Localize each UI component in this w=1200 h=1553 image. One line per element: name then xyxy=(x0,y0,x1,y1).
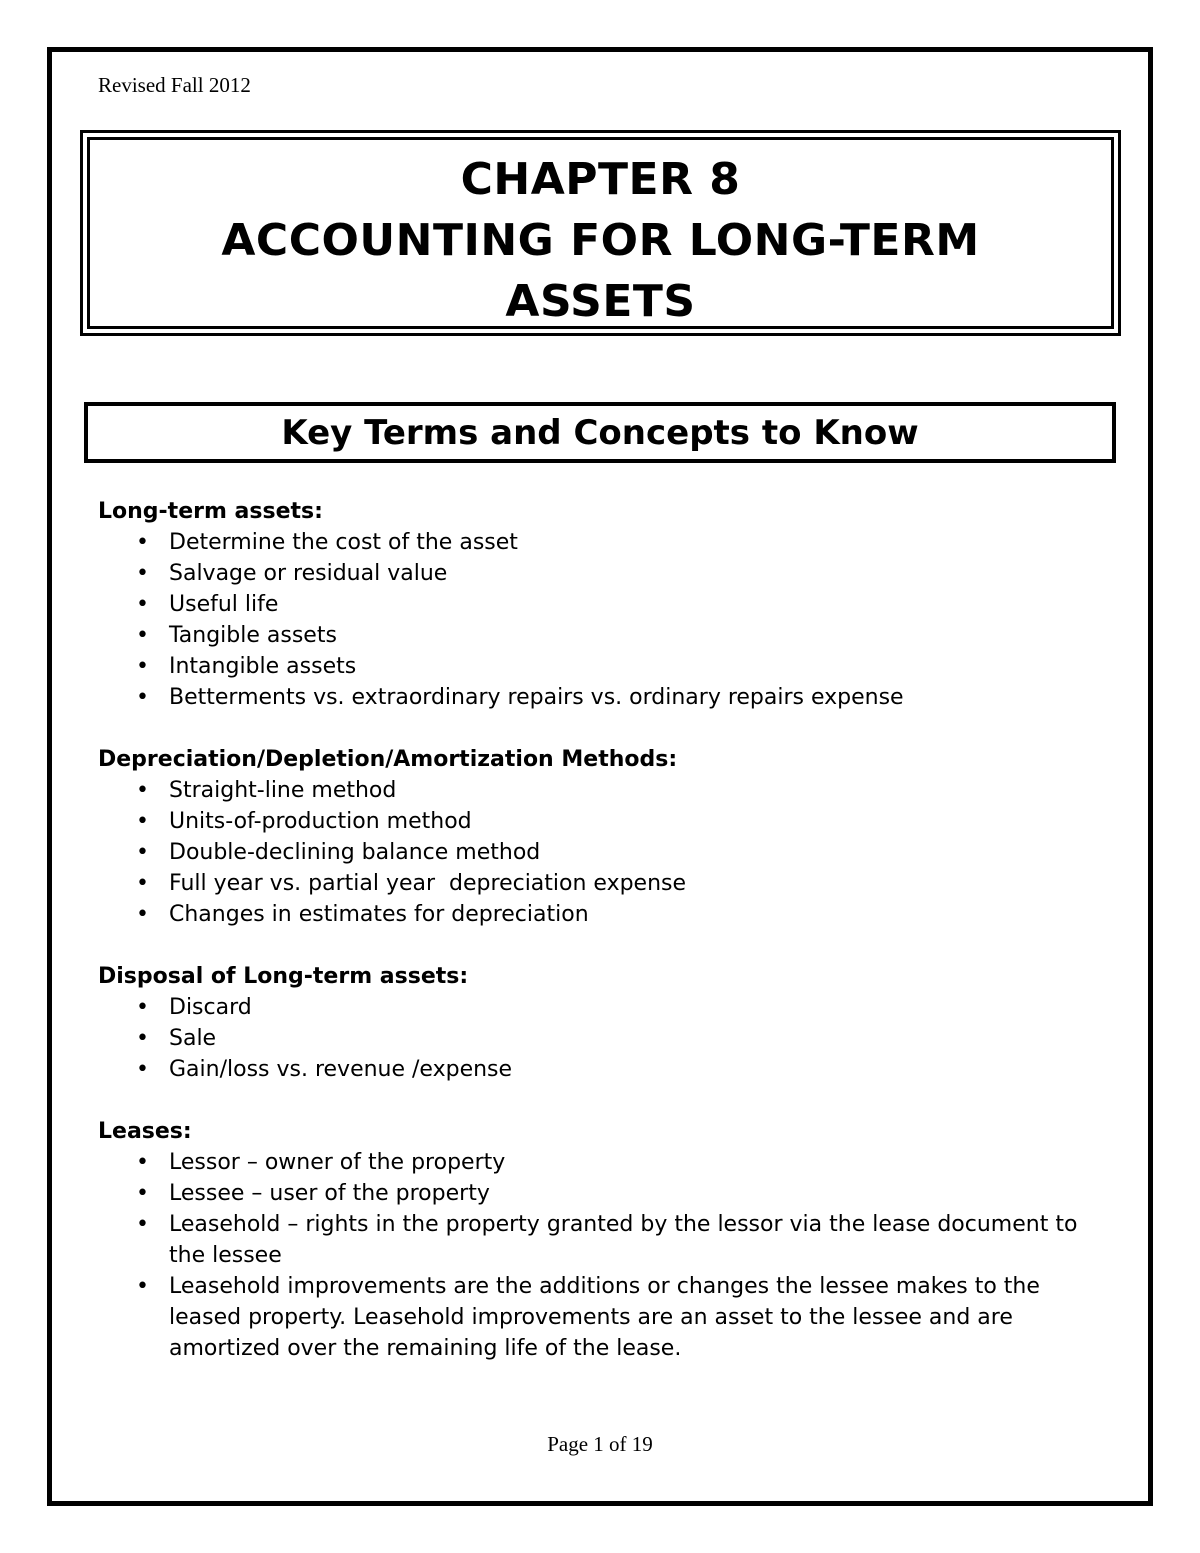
bullet-list xyxy=(98,775,1108,930)
list-item: • Lessee – user of the property xyxy=(98,1178,1108,1209)
section-heading: Leases: xyxy=(98,1119,192,1144)
section-heading: Disposal of Long-term assets: xyxy=(98,964,469,989)
section-leases xyxy=(98,1116,1108,1364)
list-item: • Useful life xyxy=(98,589,1108,620)
list-item: • Salvage or residual value xyxy=(98,558,1108,589)
list-item: • Betterments vs. extraordinary repairs vs. ordinary repairs expense xyxy=(98,682,1108,713)
list-item: • Double-declining balance method xyxy=(98,837,1108,868)
list-item: • Full year vs. partial year depreciation expense xyxy=(98,868,1108,899)
list-item: • Tangible assets xyxy=(98,620,1108,651)
list-item: • Intangible assets xyxy=(98,651,1108,682)
list-item: • Leasehold improvements are the additions or changes the lessee makes to the leased property. Leasehold improvements are an asset to the lessee and are amortized over the remaining life of the lease. xyxy=(98,1271,1108,1364)
list-item: • Gain/loss vs. revenue /expense xyxy=(98,1054,1108,1085)
list-item: • Changes in estimates for depreciation xyxy=(98,899,1108,930)
key-terms-title: Key Terms and Concepts to Know xyxy=(281,413,919,453)
key-terms-box xyxy=(84,402,1116,463)
section-long-term-assets xyxy=(98,496,1108,713)
chapter-title xyxy=(83,149,1118,332)
list-item: • Straight-line method xyxy=(98,775,1108,806)
bullet-list xyxy=(98,1147,1108,1364)
chapter-number: CHAPTER 8 xyxy=(460,154,741,205)
page-number: Page 1 of 19 xyxy=(547,1432,653,1456)
chapter-title-box xyxy=(80,130,1121,336)
list-item: • Discard xyxy=(98,992,1108,1023)
bullet-list xyxy=(98,992,1108,1085)
chapter-title-line: ASSETS xyxy=(505,276,696,327)
list-item: • Lessor – owner of the property xyxy=(98,1147,1108,1178)
section-disposal xyxy=(98,961,1108,1085)
list-item: • Units-of-production method xyxy=(98,806,1108,837)
section-depreciation-methods xyxy=(98,744,1108,930)
list-item: • Sale xyxy=(98,1023,1108,1054)
revised-date: Revised Fall 2012 xyxy=(98,73,251,97)
section-heading: Depreciation/Depletion/Amortization Methods: xyxy=(98,747,678,772)
section-heading: Long-term assets: xyxy=(98,499,323,524)
bullet-list xyxy=(98,527,1108,713)
chapter-title-line: ACCOUNTING FOR LONG-TERM xyxy=(221,215,980,266)
key-terms-content xyxy=(98,496,1108,1395)
list-item: • Leasehold – rights in the property granted by the lessor via the lease document to the lessee xyxy=(98,1209,1108,1271)
list-item: • Determine the cost of the asset xyxy=(98,527,1108,558)
